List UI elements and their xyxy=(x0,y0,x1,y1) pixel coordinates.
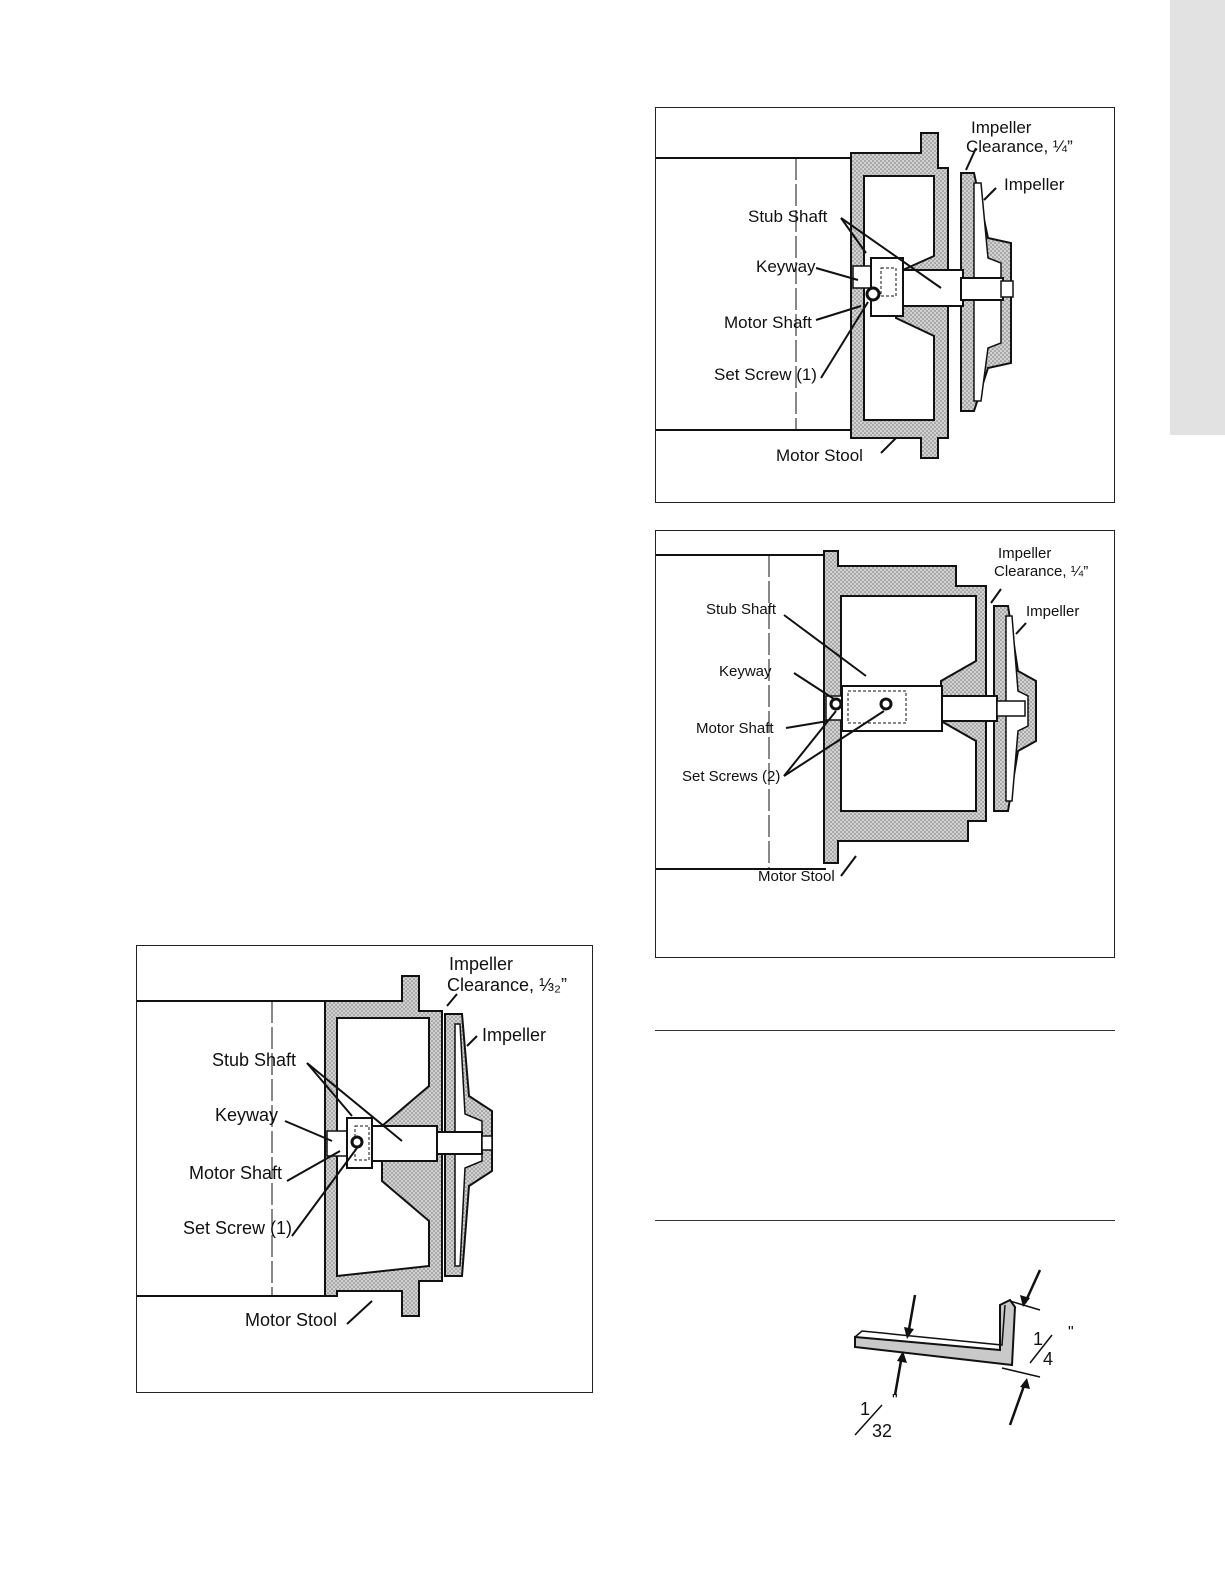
gauge-quarter-den: 4 xyxy=(1043,1349,1054,1369)
clearance-value: Clearance, ¼” xyxy=(994,563,1089,580)
gauge-thirtysecond-num: 1 xyxy=(860,1399,871,1419)
motor-stool-label: Motor Stool xyxy=(245,1310,338,1330)
figure-thirty-second-inch xyxy=(136,945,593,1393)
keyway-label: Keyway xyxy=(215,1105,279,1125)
impeller-label: Impeller xyxy=(1026,603,1080,620)
set-screw-label: Set Screw (1) xyxy=(183,1218,293,1238)
clearance-gauge-diagram xyxy=(830,1265,1090,1465)
set-screw-2 xyxy=(881,699,891,709)
gauge-thirtysecond-unit: " xyxy=(892,1392,898,1409)
stub-shaft-label: Stub Shaft xyxy=(706,601,777,618)
figure-quarter-inch-single-setscrew xyxy=(655,107,1115,503)
clearance-label: Impeller xyxy=(998,545,1052,562)
gauge-quarter-unit: " xyxy=(1068,1324,1074,1341)
clearance-label: Impeller xyxy=(971,118,1032,137)
gauge-quarter-num: 1 xyxy=(1033,1329,1044,1349)
section-tab xyxy=(1170,0,1225,435)
motor-shaft-label: Motor Shaft xyxy=(189,1163,283,1183)
rule-bottom xyxy=(655,1220,1115,1221)
motor-shaft-label: Motor Shaft xyxy=(724,313,812,332)
keyway-label: Keyway xyxy=(756,257,816,276)
clearance-value: Clearance, ¼” xyxy=(966,137,1073,156)
clearance-value: Clearance, ⅓₂” xyxy=(447,975,568,995)
gauge-thirtysecond-den: 32 xyxy=(872,1421,893,1441)
figure-quarter-inch-two-setscrews xyxy=(655,530,1115,958)
set-screw xyxy=(352,1137,362,1147)
motor-shaft-label: Motor Shaft xyxy=(696,720,774,737)
clearance-label: Impeller xyxy=(449,954,514,974)
motor-stool-label: Motor Stool xyxy=(758,868,835,885)
set-screw-1 xyxy=(831,699,841,709)
impeller-label: Impeller xyxy=(1004,175,1065,194)
motor-stool-label: Motor Stool xyxy=(776,446,863,465)
keyway-label: Keyway xyxy=(719,663,772,680)
set-screw-label: Set Screw (1) xyxy=(714,365,817,384)
stub-shaft-label: Stub Shaft xyxy=(748,207,828,226)
set-screws-label: Set Screws (2) xyxy=(682,768,781,785)
set-screw xyxy=(867,288,879,300)
impeller-label: Impeller xyxy=(482,1025,547,1045)
rule-top xyxy=(655,1030,1115,1031)
stub-shaft-label: Stub Shaft xyxy=(212,1050,297,1070)
